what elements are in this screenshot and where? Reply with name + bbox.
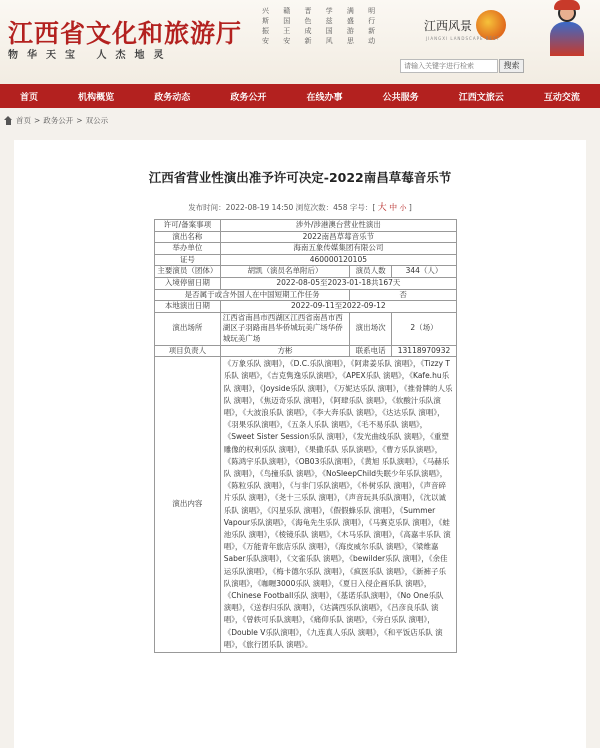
table-label: 演出场次 [350,312,392,345]
breadcrumb [0,108,600,132]
jiangxi-landscape-logo [418,4,518,48]
poem-line: 兴 赣 晋 学 满 明 [262,7,382,15]
meta-bracket: ] [408,203,412,212]
nav-item-organization[interactable]: 机构概览 [78,92,115,103]
table-value: 13118970932 [392,345,457,357]
table-row [155,277,457,289]
breadcrumb-home[interactable]: 首页 [16,115,31,125]
table-value: 2022-09-11至2022-09-12 [220,301,456,313]
article-meta [14,200,586,213]
nav-item-tourism-cloud[interactable]: 江西文旅云 [458,92,504,103]
logo-subtitle: JIANGXI LANDSCAPE BEST [426,36,501,41]
font-size-large-button[interactable]: 大 [377,203,387,213]
table-value: 海南五象传媒集团有限公司 [220,243,456,255]
poem-line: 安 安 新 风 思 动 [262,37,382,45]
table-value: 否 [350,289,457,301]
poem-line: 振 王 成 国 游 新 [262,27,382,35]
table-row [155,220,457,232]
table-label: 演出内容 [155,357,221,653]
nav-item-public-affairs[interactable]: 政务公开 [230,92,267,103]
nav-item-news[interactable]: 政务动态 [154,92,191,103]
table-row [155,312,457,345]
table-label: 入境停留日期 [155,277,221,289]
article-title: 江西省营业性演出准予许可决定-2022南昌草莓音乐节 [148,170,452,185]
table-row [155,231,457,243]
table-label: 演出名称 [155,231,221,243]
table-label: 主要演员（团体） [155,266,221,278]
font-size-medium-button[interactable]: 中 [389,203,398,212]
table-row [155,301,457,313]
table-label: 举办单位 [155,243,221,255]
table-row [155,289,457,301]
poem-line: 斯 国 色 兹 盛 行 [262,17,382,25]
breadcrumb-public-affairs[interactable]: 政务公开 [43,115,74,125]
breadcrumb-dual-publicity[interactable]: 双公示 [85,115,109,125]
table-value: 方彬 [220,345,349,357]
table-row [155,266,457,278]
breadcrumb-separator: > [34,115,41,125]
site-header [0,0,600,84]
opera-figure-image [540,0,596,56]
header-poem [262,6,381,46]
table-value: 2022-08-05至2023-01-18共167天 [220,277,456,289]
meta-info: 发布时间：2022-08-19 14:50 浏览次数：458 字号：[ [188,203,376,212]
table-value: 胡凯（演员名单附后） [220,266,349,278]
table-value: 460000120105 [220,254,456,266]
license-table [154,219,457,653]
table-row [155,243,457,255]
figure-crown [554,0,580,10]
table-label: 演出场所 [155,312,221,345]
table-value: 江西省南昌市西湖区江西省南昌市西湖区子羽路南昌华侨城玩美广场华侨城玩美广场 [220,312,349,345]
table-label: 演员人数 [350,266,392,278]
breadcrumb-separator: > [76,115,83,125]
table-label: 是否属于或含外国人在中国短期工作任务 [155,289,350,301]
table-label: 许可/备案事项 [155,220,221,232]
table-value: 2（场） [392,312,457,345]
table-label: 本地演出日期 [155,301,221,313]
nav-item-home[interactable]: 首页 [20,92,39,103]
table-row [155,357,457,653]
table-value: 2022南昌草莓音乐节 [220,231,456,243]
home-icon [4,116,13,125]
table-label: 联系电话 [350,345,392,357]
logo-text: 江西风景 [424,19,473,33]
table-row [155,345,457,357]
main-nav [0,84,600,108]
table-value: 344（人） [392,266,457,278]
search-button[interactable]: 搜索 [499,59,524,73]
article-panel [14,140,586,748]
table-label: 项目负责人 [155,345,221,357]
search-input[interactable] [400,59,498,73]
font-size-small-button[interactable]: 小 [399,204,407,212]
site-slogan: 物华天宝 人杰地灵 [8,50,173,61]
table-value: 涉外/涉港澳台营业性演出 [220,220,456,232]
nav-item-public-services[interactable]: 公共服务 [382,92,419,103]
figure-body [550,22,584,56]
nav-item-interaction[interactable]: 互动交流 [543,92,580,103]
performance-content: 《万象乐队 演唱》，《D.C.乐队演唱》，《阿肃姜乐队 演唱》，《Tizzy T乐队 演唱》，《吉克隽逸乐队演唱》，《APEX乐队 演唱》，《Kafe.hu乐队 演唱》，《Joyside乐队 演唱》，《万妮达乐队 演唱》，《推骨牌的人乐队 演唱》，《焦迈奇乐队 演唱》，《阿肆乐队 演唱》，《软酸汁乐队演唱》，《大波浪乐队 演唱》，《李大奔乐队 演唱》，《达达乐队 演唱》，《羽果乐队演唱》，《五条人乐队 演唱》，《毛不易乐队 演唱》，《Sweet Sister Session乐队 演唱》，《发光曲线乐队 演唱》，《重塑雕像的权利乐队 演唱》，《果撒乐队 乐队演唱》，《曹方乐队演唱》，《陈鸿宇乐队演唱》，《OB03乐队演唱》，《黄旭 乐队演唱》，《马赫乐队 演唱》，《鸟撞乐队 演唱》，《NoSleepChild失眠少年乐队演唱》，《陈粒乐队 演唱》，《与非门乐队演唱》，《朴树乐队 演唱》，《声音碎片乐队 演唱》，《尧十三乐队 演唱》，《声音玩具乐队演唱》，《沈以诚乐队 演唱》，《闪星乐队 演唱》，《假假蜂乐队 演唱》，《Summer Vapour乐队演唱》，《海龟先生乐队 演唱》，《马赛克乐队 演唱》，《蛙池乐队 演唱》，《棱镜乐队 演唱》，《木马乐队 演唱》，《高嘉丰乐队 演唱》，《万能青年旅店乐队 演唱》，《海皮威尔乐队 演唱》，《梁维嘉Saber乐队演唱》，《文雀乐队 演唱》，《bewilder乐队 演唱》，《余佳运乐队演唱》，《梅卡德尔乐队 演唱》，《疯医乐队 演唱》，《新裤子乐队演唱》，《咖喱3000乐队 演唱》，《夏日入侵企画乐队 演唱》，《Chinese Football乐队 演唱》，《基诺乐队演唱》，《No One乐队 演唱》，《送春归乐队 演唱》，《达满西乐队演唱》，《吕彦良乐队 演唱》，《曾轶可乐队演唱》，《痛仰乐队 演唱》，《旁白乐队 演唱》，《Double V乐队演唱》，《九连真人乐队 演唱》，《和平饭店乐队 演唱》，《旅行团乐队 演唱》。 [220,357,456,653]
nav-item-online-services[interactable]: 在线办事 [306,92,343,103]
table-row [155,254,457,266]
table-label: 证号 [155,254,221,266]
site-title[interactable]: 江西省文化和旅游厅 [8,19,243,48]
